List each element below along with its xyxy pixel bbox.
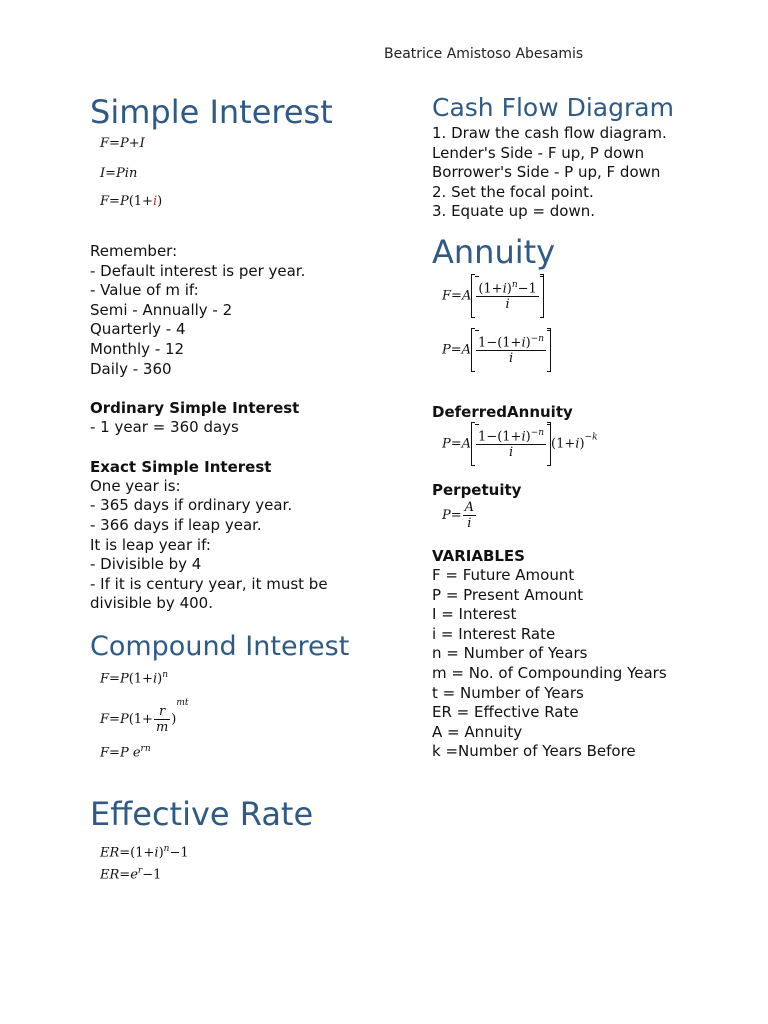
remember-block [90,242,390,379]
ordinary-simple-interest-title: Ordinary Simple Interest [90,399,300,418]
variable-item: m = No. of Compounding Years [432,663,667,682]
exact-line: It is leap year if: [90,535,211,554]
formula-er-continuous: $ER=e^r-1$ [100,865,162,883]
variables-title: VARIABLES [432,546,525,565]
variable-item: A = Annuity [432,722,523,741]
variable-item: P = Present Amount [432,585,584,604]
cash-flow-line: Borrower's Side - P up, F down [432,163,661,182]
author-name: Beatrice Amistoso Abesamis [384,46,584,62]
perpetuity-title: Perpetuity [432,480,522,499]
exact-line: - Divisible by 4 [90,555,202,574]
exact-line: - 366 days if leap year. [90,515,262,534]
exact-line: One year is: [90,476,181,495]
formula-annuity-future: F=A $\frac{(1+i)^n-1}{i}$ [442,274,752,324]
variable-item: n = Number of Years [432,644,588,663]
remember-line: Daily - 360 [90,359,172,378]
variable-item: ER = Effective Rate [432,703,579,722]
exact-simple-interest-title: Exact Simple Interest [90,457,272,476]
cash-flow-title: Cash Flow Diagram [432,93,674,122]
variable-item: i = Interest Rate [432,624,556,643]
variable-item: t = Number of Years [432,683,584,702]
remember-line: Remember: [90,242,178,260]
exact-line: - If it is century year, it must be divisible by 400. [90,574,328,613]
cash-flow-line: 3. Equate up = down. [432,202,596,221]
variable-item: k =Number of Years Before [432,742,636,761]
formula-compound-discrete: $F=P(1+i)^n$ [100,669,168,687]
formula-compound-continuous: F=P $e^{rn}$ [100,743,151,761]
ordinary-line: - 1 year = 360 days [90,418,239,437]
formula-i-pin: I=Pin [100,166,138,181]
remember-line: - Value of m if: [90,281,199,300]
exact-line: - 365 days if ordinary year. [90,496,293,515]
cash-flow-line: Lender's Side - F up, P down [432,143,645,162]
remember-line: Semi - Annually - 2 [90,300,233,319]
formula-deferred-annuity: P=A $\frac{1-(1+i)^{-n}}{i}$ $(1+i)^{-k}$ [442,422,752,472]
deferred-annuity-title: DeferredAnnuity [432,402,573,421]
cash-flow-line: 2. Set the focal point. [432,182,594,201]
formula-perpetuity: P= $\frac{A}{i}$ [442,499,475,531]
remember-line: Quarterly - 4 [90,320,186,339]
cash-flow-line: 1. Draw the cash flow diagram. [432,124,667,142]
formula-f-p-plus-i: F=P+I [100,136,145,151]
formula-compound-m: F=P(1+ $\frac{r}{m}$ )$^{mt}$ [100,697,189,735]
variables-list [432,566,752,762]
variable-item: I = Interest [432,605,517,624]
remember-line: - Default interest is per year. [90,261,306,280]
simple-interest-title: Simple Interest [90,93,333,131]
formula-f-p-1-plus-i: F=P(1+i) [100,194,163,209]
effective-rate-title: Effective Rate [90,794,314,833]
formula-er-discrete: $ER=(1+i)^n-1$ [100,843,189,861]
variable-item: F = Future Amount [432,565,575,584]
remember-line: Monthly - 12 [90,339,185,358]
annuity-title: Annuity [432,232,556,271]
compound-interest-title: Compound Interest [90,630,350,662]
right-column [432,92,752,762]
left-column [90,92,390,894]
formula-annuity-present: P=A $\frac{1-(1+i)^{-n}}{i}$ [442,328,752,378]
